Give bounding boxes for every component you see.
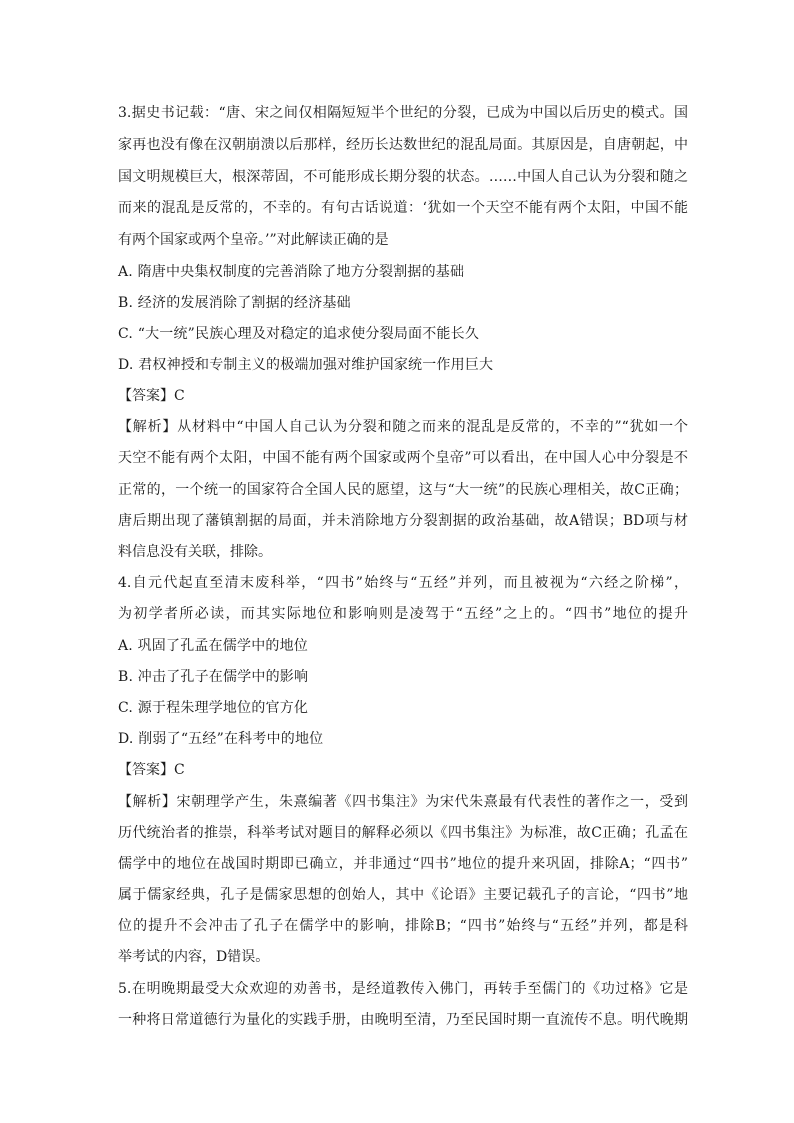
option-c: C. “大一统”民族心理及对稳定的追求使分裂局面不能长久 — [118, 326, 480, 342]
question-stem: 一种将日常道德行为量化的实践手册，由晚明至清，乃至民国时期一直流传不息。明代晚期 — [118, 1012, 688, 1028]
option-d: D. 削弱了“五经”在科考中的地位 — [118, 731, 324, 747]
text-line: 而来的混乱是反常的，不幸的。有句古话说道：‘犹如一个天空不能有两个太阳，中国不能 — [118, 200, 688, 216]
text-line: 3.据史书记载：“唐、宋之间仅相隔短短半个世纪的分裂，已成为中国以后历史的模式。国 — [118, 105, 688, 121]
analysis-line: 位的提升不会冲击了孔子在儒学中的影响，排除B；“四书”始终与“五经”并列，都是科 — [118, 918, 688, 934]
option-b: B. 冲击了孔子在儒学中的影响 — [118, 669, 309, 685]
analysis-line: 【解析】宋朝理学产生，朱熹编著《四书集注》为宋代朱熹最有代表性的著作之一，受到 — [118, 794, 688, 810]
answer-label: 【答案】C — [118, 388, 185, 404]
text-line: 国文明规模巨大，根深蒂固，不可能形成长期分裂的状态。……中国人自己认为分裂和随之 — [118, 169, 688, 185]
option-a: A. 巩固了孔孟在儒学中的地位 — [118, 638, 309, 654]
analysis-line: 【解析】从材料中“中国人自己认为分裂和随之而来的混乱是反常的，不幸的”“犹如一个 — [118, 419, 688, 435]
question-stem: 5.在明晚期最受大众欢迎的劝善书，是经道教传入佛门，再转手至儒门的《功过格》它是 — [118, 981, 688, 997]
analysis-line: 正常的，一个统一的国家符合全国人民的愿望，这与“大一统”的民族心理相关，故C正确； — [118, 482, 688, 498]
question-stem-end: 有两个国家或两个皇帝。’”对此解读正确的是 — [118, 232, 389, 248]
analysis-line: 唐后期出现了藩镇割据的局面，并未消除地方分裂割据的政治基础，故A错误；BD项与材 — [118, 513, 688, 529]
analysis-line: 料信息没有关联，排除。 — [118, 544, 272, 560]
analysis-line: 历代统治者的推崇，科举考试对题目的解释必须以《四书集注》为标准，故C正确；孔孟在 — [118, 825, 688, 841]
analysis-line: 属于儒家经典，孔子是儒家思想的创始人，其中《论语》主要记载孔子的言论，“四书”地 — [118, 887, 688, 903]
question-stem: 4.自元代起直至清末废科举，“四书”始终与“五经”并列，而且被视为“六经之阶梯”， — [118, 575, 688, 591]
option-c: C. 源于程朱理学地位的官方化 — [118, 700, 309, 716]
text-line: 家再也没有像在汉朝崩溃以后那样，经历长达数世纪的混乱局面。其原因是，自唐朝起，中 — [118, 137, 688, 153]
analysis-line: 天空不能有两个太阳，中国不能有两个国家或两个皇帝”可以看出，在中国人心中分裂是不 — [118, 450, 688, 466]
option-d: D. 君权神授和专制主义的极端加强对维护国家统一作用巨大 — [118, 357, 494, 373]
analysis-line: 儒学中的地位在战国时期即已确立，并非通过“四书”地位的提升来巩固，排除A；“四书” — [118, 856, 688, 872]
option-b: B. 经济的发展消除了割据的经济基础 — [118, 295, 351, 311]
option-a: A. 隋唐中央集权制度的完善消除了地方分裂割据的基础 — [118, 264, 465, 280]
answer-label: 【答案】C — [118, 762, 185, 778]
question-stem: 为初学者所必读，而其实际地位和影响则是凌驾于“五经”之上的。“四书”地位的提升 — [118, 606, 688, 622]
analysis-line: 举考试的内容，D错误。 — [118, 949, 270, 965]
